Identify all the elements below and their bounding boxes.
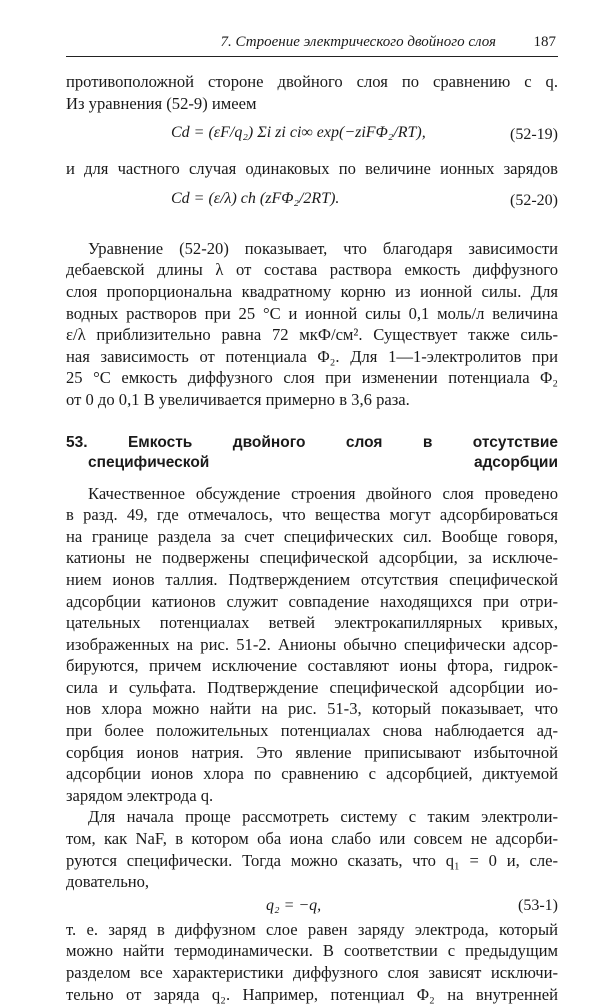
page-text [66,71,558,1005]
paragraph-line: ε/λ приблизительно равна 72 мкФ/см². Существует также силь- [66,325,558,345]
paragraph-line: сорбция ионов натрия. Это явление приписывают избыточной [66,742,558,762]
paragraph-line: можно найти термодинамически. В соответствии с предыдущим [66,941,558,961]
running-head [66,30,558,57]
equation-52-20 [66,180,558,224]
paragraph-line: 25 °С емкость диффузного слоя при изменении потенциала Φ₂ [66,368,558,388]
paragraph-line: цательных потенциалах ветвей электрокапиллярных кривых, [66,613,558,633]
paragraph-line: водных растворов при 25 °С и ионной силы 0,1 моль/л величина [66,303,558,323]
chapter-title: 7. Строение электрического двойного слоя [220,34,496,50]
equation-53-1 [66,893,558,919]
paragraph-line: Качественное обсуждение строения двойного слоя проведено [88,483,558,503]
equation-number: (52-20) [510,191,558,209]
paragraph-line: Из уравнения (52-9) имеем [66,93,257,113]
paragraph-line: адсорбции катионов служит совпадение находящихся при отри- [66,591,558,611]
page-number: 187 [533,34,556,50]
equation-formula: Cd = (εF/q₂) Σi zi ci∞ exp(−ziFΦ₂/RT), [171,124,426,142]
paragraph-line: том, как NaF, в котором оба иона слабо или совсем не адсорби- [66,829,558,849]
paragraph-line: разделом все характеристики диффузного слоя зависят исключи- [66,963,558,982]
paragraph-line: в разд. 49, где отмечалось, что вещества могут адсорбироваться [66,505,558,525]
equation-number: (52-19) [510,126,558,144]
paragraph-line: при более положительных потенциалах снова наблюдается ад- [66,721,558,741]
section-heading-line: 53. Емкость двойного слоя в отсутствие [66,433,558,451]
paragraph-line: руются специфически. Тогда можно сказать, что q₁ = 0 и, сле- [66,850,558,870]
equation-formula: q₂ = −q, [266,896,322,914]
section-heading [66,433,558,473]
paragraph-line: ная зависимость от потенциала Φ₂. Для 1—1-электролитов при [66,346,558,366]
equation-formula: Cd = (ε/λ) ch (zFΦ₂/2RT). [171,189,340,207]
paragraph-line: и для частного случая одинаковых по величине ионных зарядов [66,159,558,179]
paragraph-line: слоя пропорциональна квадратному корню из ионной силы. Для [66,281,558,301]
paragraph-line: нов хлора можно найти на рис. 51-3, который показывает, что [66,699,558,719]
paragraph-line: катионы не подвержены специфической адсорбции, за исключе- [66,548,558,568]
paragraph-line: тельно от заряда q₂. Например, потенциал Φ₂ на внутренней [66,984,558,1004]
paragraph-line: противоположной стороне двойного слоя по сравнению с q. [66,72,558,91]
paragraph-line: нием ионов таллия. Подтверждением отсутствия специфической [66,569,558,589]
paragraph-line: Для начала проще рассмотреть систему с таким электроли- [88,807,558,827]
paragraph-line: сила и сульфата. Подтверждение специфической адсорбции ио- [66,677,558,697]
equation-number: (53-1) [518,896,558,914]
paragraph-line: довательно, [66,872,150,892]
paragraph-line: адсорбции ионов хлора по сравнению с адсорбцией, диктуемой [66,764,558,784]
paragraph-line: зарядом электрода q. [66,785,214,805]
equation-52-19 [66,114,558,158]
section-heading-line: специфической адсорбции [88,453,558,471]
paragraph-line: т. е. заряд в диффузном слое равен заряду электрода, который [66,919,558,939]
paragraph-line: на границе раздела за счет специфических сил. Вообще говоря, [66,526,558,546]
paragraph-line: изображенных на рис. 51-2. Анионы обычно специфически адсор- [66,634,558,654]
paragraph-line: Уравнение (52-20) показывает, что благодаря зависимости [88,238,558,258]
paragraph-line: от 0 до 0,1 В увеличивается примерно в 3,6 раза. [66,389,410,409]
book-page [66,30,558,1004]
paragraph-line: дебаевской длины λ от состава раствора емкость диффузного [66,260,558,280]
paragraph-line: бируются, причем исключение составляют ионы фтора, гидрок- [66,656,558,676]
